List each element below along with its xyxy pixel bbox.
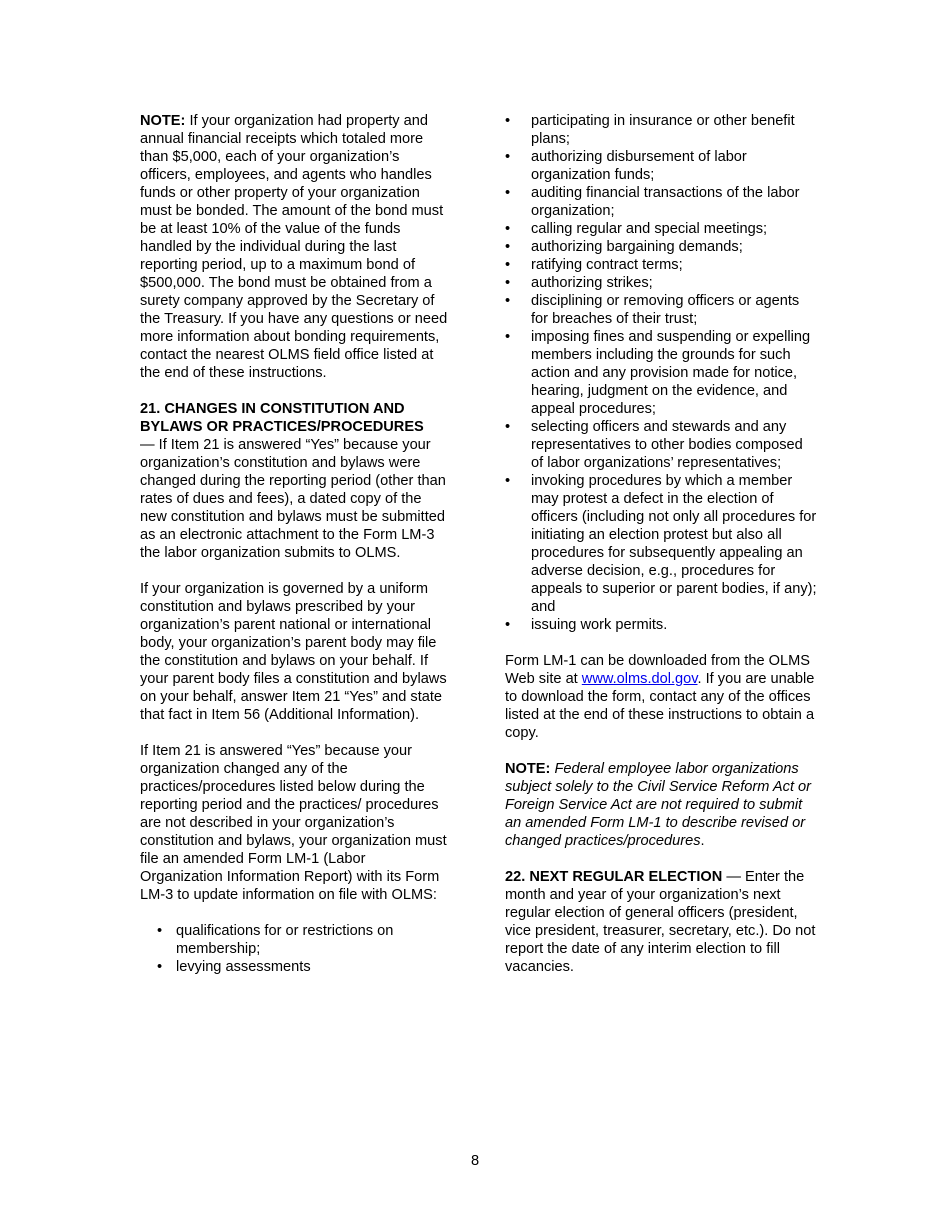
list-item: • auditing financial transactions of the labor organization; — [505, 184, 817, 220]
item-22-text: — Enter the month and year of your organization’s next regular election of general officers (president, vice president, treasurer, secretary, etc.). Do not report the date of any interim election to fill vacancies. — [505, 869, 816, 975]
list-item: • calling regular and special meetings; — [505, 220, 817, 238]
list-item: • participating in insurance or other benefit plans; — [505, 112, 817, 148]
note-label: NOTE: — [140, 113, 186, 129]
download-text-before: Form LM-1 can be downloaded from the OLMS Web site at — [505, 653, 810, 687]
download-text-after: . If you are unable to download the form, contact any of the offices listed at the end of these instructions to obtain a copy. — [505, 671, 815, 741]
olms-website-link[interactable]: www.olms.dol.gov — [581, 671, 698, 687]
item-22-section — [505, 868, 817, 976]
note-label: NOTE: — [505, 761, 551, 777]
list-item: • invoking procedures by which a member may protest a defect in the election of officers (including not only all procedures for initiating an election protest but also all procedures for subsequently appealing an adverse decision, e.g., procedures for appeals to superior or parent bodies, if any); and — [505, 472, 817, 616]
practices-list-right — [505, 112, 817, 634]
list-item: • imposing fines and suspending or expelling members including the grounds for such action and any provision made for notice, hearing, judgment on the evidence, and appeal procedures; — [505, 328, 817, 418]
note-period: . — [700, 833, 705, 849]
item-21-text: — If Item 21 is answered “Yes” because your organization’s constitution and bylaws were changed during the reporting period (other than rates of dues and fees), a dated copy of the new constitution and bylaws must be submitted as an electronic attachment to the Form LM-3 the labor organization submits to OLMS. — [140, 437, 446, 561]
list-item: • disciplining or removing officers or agents for breaches of their trust; — [505, 292, 817, 328]
list-item: • levying assessments — [140, 958, 452, 976]
item-21-heading: 21. CHANGES IN CONSTITUTION AND BYLAWS OR PRACTICES/PROCEDURES — [140, 401, 424, 435]
list-item: • authorizing bargaining demands; — [505, 238, 817, 256]
bonding-note — [140, 112, 452, 382]
item-21-section — [140, 400, 452, 562]
practices-paragraph: If Item 21 is answered “Yes” because your organization changed any of the practices/procedures listed below during the reporting period and the practices/ procedures are not described in your organization’s constitution and bylaws, your organization must file an amended Form LM-1 (Labor Organization Information Report) with its Form LM-3 to update information on file with OLMS: — [140, 743, 447, 903]
item-22-heading: 22. NEXT REGULAR ELECTION — [505, 869, 723, 885]
list-item: • ratifying contract terms; — [505, 256, 817, 274]
list-item: • qualifications for or restrictions on membership; — [140, 922, 452, 958]
practices-list-left — [140, 922, 452, 976]
uniform-constitution-paragraph: If your organization is governed by a uniform constitution and bylaws prescribed by your organization’s parent national or international body, your organization’s parent body may file the constitution and bylaws on your behalf. If your parent body files a constitution and bylaws on your behalf, answer Item 21 “Yes” and state that fact in Item 56 (Additional Information). — [140, 581, 447, 723]
list-item: • selecting officers and stewards and any representatives to other bodies composed of labor organizations’ representatives; — [505, 418, 817, 472]
list-item: • authorizing strikes; — [505, 274, 817, 292]
left-column — [140, 112, 452, 976]
federal-employee-note — [505, 760, 817, 850]
list-item: • issuing work permits. — [505, 616, 817, 634]
note-italic-text: Federal employee labor organizations subject solely to the Civil Service Reform Act or Foreign Service Act are not required to submit an amended Form LM-1 to describe revised or changed practices/procedures — [505, 761, 812, 849]
page-number: 8 — [470, 1153, 480, 1169]
list-item: • authorizing disbursement of labor organization funds; — [505, 148, 817, 184]
download-paragraph — [505, 652, 817, 742]
right-column — [505, 112, 817, 976]
note-text: If your organization had property and annual financial receipts which totaled more than $5,000, each of your organization’s officers, employees, and agents who handles funds or other property of your organization must be bonded. The amount of the bond must be at least 10% of the value of the funds handled by the individual during the last reporting period, up to a maximum bond of $500,000. The bond must be obtained from a surety company approved by the Secretary of the Treasury. If you have any questions or need more information about bonding requirements, contact the nearest OLMS field office listed at the end of these instructions. — [140, 113, 448, 381]
